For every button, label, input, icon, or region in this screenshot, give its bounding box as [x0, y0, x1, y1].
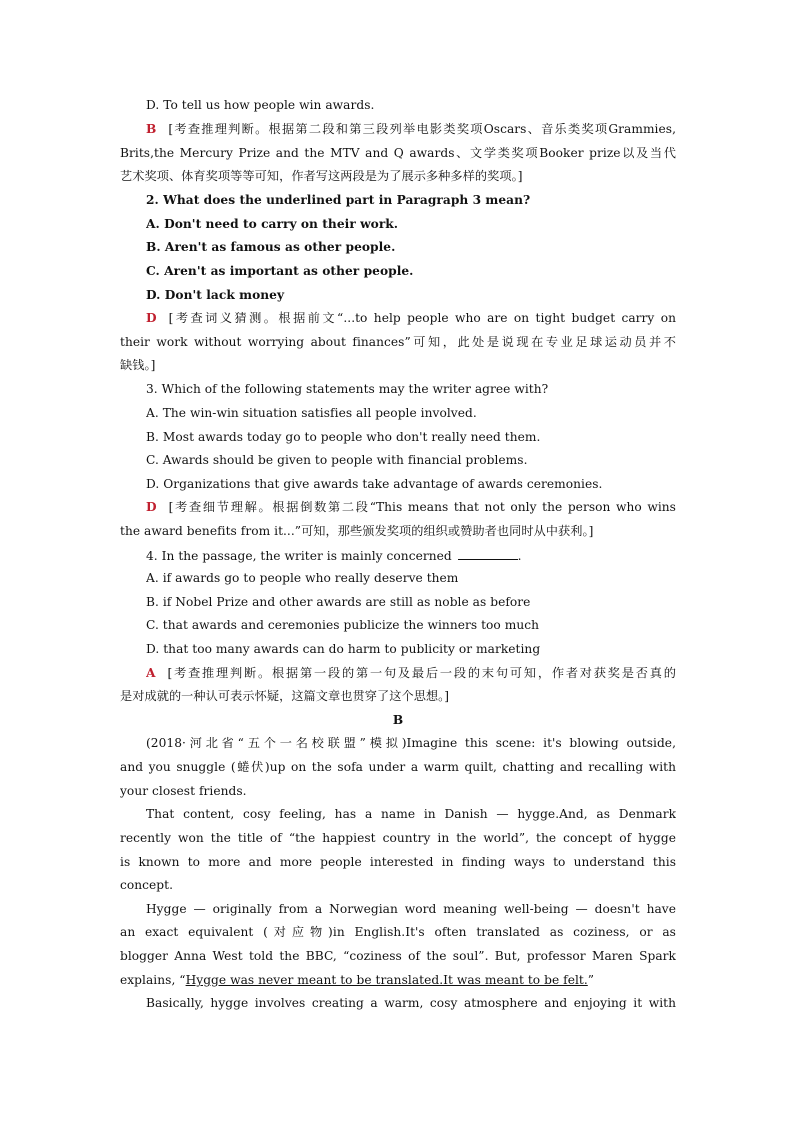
q4-option-c: C. that awards and ceremonies publicize the winners too much — [146, 618, 540, 632]
q3-stem: 3. Which of the following statements may the writer agree with? — [146, 382, 549, 396]
passage-line: Hygge — originally from a Norwegian word meaning well-being — doesn't have — [146, 902, 676, 916]
passage-line: an exact equivalent (对应物)in English.It's often translated as coziness, or as — [120, 925, 676, 939]
passage-line: (2018·河北省“五个一名校联盟”模拟)Imagine this scene: it's blowing outside, — [146, 736, 676, 750]
q2-option-a: A. Don't need to carry on their work. — [146, 217, 399, 231]
q4-answer-letter: A — [146, 666, 156, 680]
section-heading: B — [392, 713, 404, 727]
q4-explanation-line — [146, 666, 676, 680]
q4-option-a: A. if awards go to people who really deserve them — [146, 571, 459, 585]
q1-explanation-line: 艺术奖项、体育奖项等等可知，作者写这两段是为了展示多种多样的奖项。] — [120, 169, 523, 183]
q2-explanation-text: [考查词义猜测。根据前文“...to help people who are on tight budget carry on — [168, 311, 676, 325]
q2-option-c: C. Aren't as important as other people. — [146, 264, 414, 278]
passage-line: That content, cosy feeling, has a name in Danish — hygge.And, as Denmark — [146, 807, 676, 821]
q4-stem-line: 4. In the passage, the writer is mainly concerned . — [146, 549, 522, 563]
passage-text: ” — [587, 973, 595, 987]
q2-stem: 2. What does the underlined part in Paragraph 3 mean? — [146, 193, 531, 207]
q3-option-c: C. Awards should be given to people with financial problems. — [146, 453, 528, 467]
q2-option-b: B. Aren't as famous as other people. — [146, 240, 396, 254]
q3-option-d: D. Organizations that give awards take advantage of awards ceremonies. — [146, 477, 603, 491]
q2-explanation-line: their work without worrying about finances”可知，此处是说现在专业足球运动员并不 — [120, 335, 676, 349]
q3-answer-letter: D — [146, 500, 157, 514]
q1-answer-letter: B — [146, 122, 157, 136]
q3-explanation-line: the award benefits from it...”可知，那些颁发奖项的组织或赞助者也同时从中获利。] — [120, 524, 594, 538]
q1-explanation-line — [146, 122, 676, 136]
passage-line: and you snuggle (蜷伏)up on the sofa under a warm quilt, chatting and recalling with — [120, 760, 676, 774]
q2-answer-letter: D — [146, 311, 157, 325]
q2-explanation-line: 缺钱。] — [120, 358, 156, 372]
q3-explanation-line — [146, 500, 676, 514]
passage-line: recently won the title of “the happiest country in the world”, the concept of hygge — [120, 831, 676, 845]
passage-line: blogger Anna West told the BBC, “coziness of the soul”. But, professor Maren Spark — [120, 949, 676, 963]
q2-option-d: D. Don't lack money — [146, 288, 285, 302]
passage-line — [120, 973, 676, 987]
q3-explanation-text: [考查细节理解。根据倒数第二段“This means that not only the person who wins — [168, 500, 676, 514]
q1-option-d: D. To tell us how people win awards. — [146, 98, 375, 112]
q4-explanation-line: 是对成就的一种认可表示怀疑，这篇文章也贯穿了这个思想。] — [120, 689, 450, 703]
answer-blank — [458, 548, 518, 560]
passage-line: is known to more and more people interested in finding ways to understand this — [120, 855, 676, 869]
underlined-quote: Hygge was never meant to be translated.It was meant to be felt. — [185, 973, 588, 987]
q4-stem: 4. In the passage, the writer is mainly concerned — [146, 549, 452, 563]
q1-explanation-text: [考查推理判断。根据第二段和第三段列举电影类奖项Oscars、音乐类奖项Grammies, — [168, 122, 676, 136]
q4-option-d: D. that too many awards can do harm to publicity or marketing — [146, 642, 541, 656]
passage-text: explains, “ — [120, 973, 186, 987]
passage-line: concept. — [120, 878, 174, 892]
passage-line: your closest friends. — [120, 784, 247, 798]
passage-line: Basically, hygge involves creating a warm, cosy atmosphere and enjoying it with — [146, 996, 676, 1010]
q3-option-a: A. The win-win situation satisfies all people involved. — [146, 406, 477, 420]
q3-option-b: B. Most awards today go to people who don't really need them. — [146, 430, 541, 444]
q2-explanation-line — [146, 311, 676, 325]
q4-explanation-text: [考查推理判断。根据第一段的第一句及最后一段的末句可知，作者对获奖是否真的 — [167, 666, 676, 680]
q1-explanation-line: Brits,the Mercury Prize and the MTV and Q awards、文学类奖项Booker prize以及当代 — [120, 146, 676, 160]
q4-option-b: B. if Nobel Prize and other awards are still as noble as before — [146, 595, 531, 609]
